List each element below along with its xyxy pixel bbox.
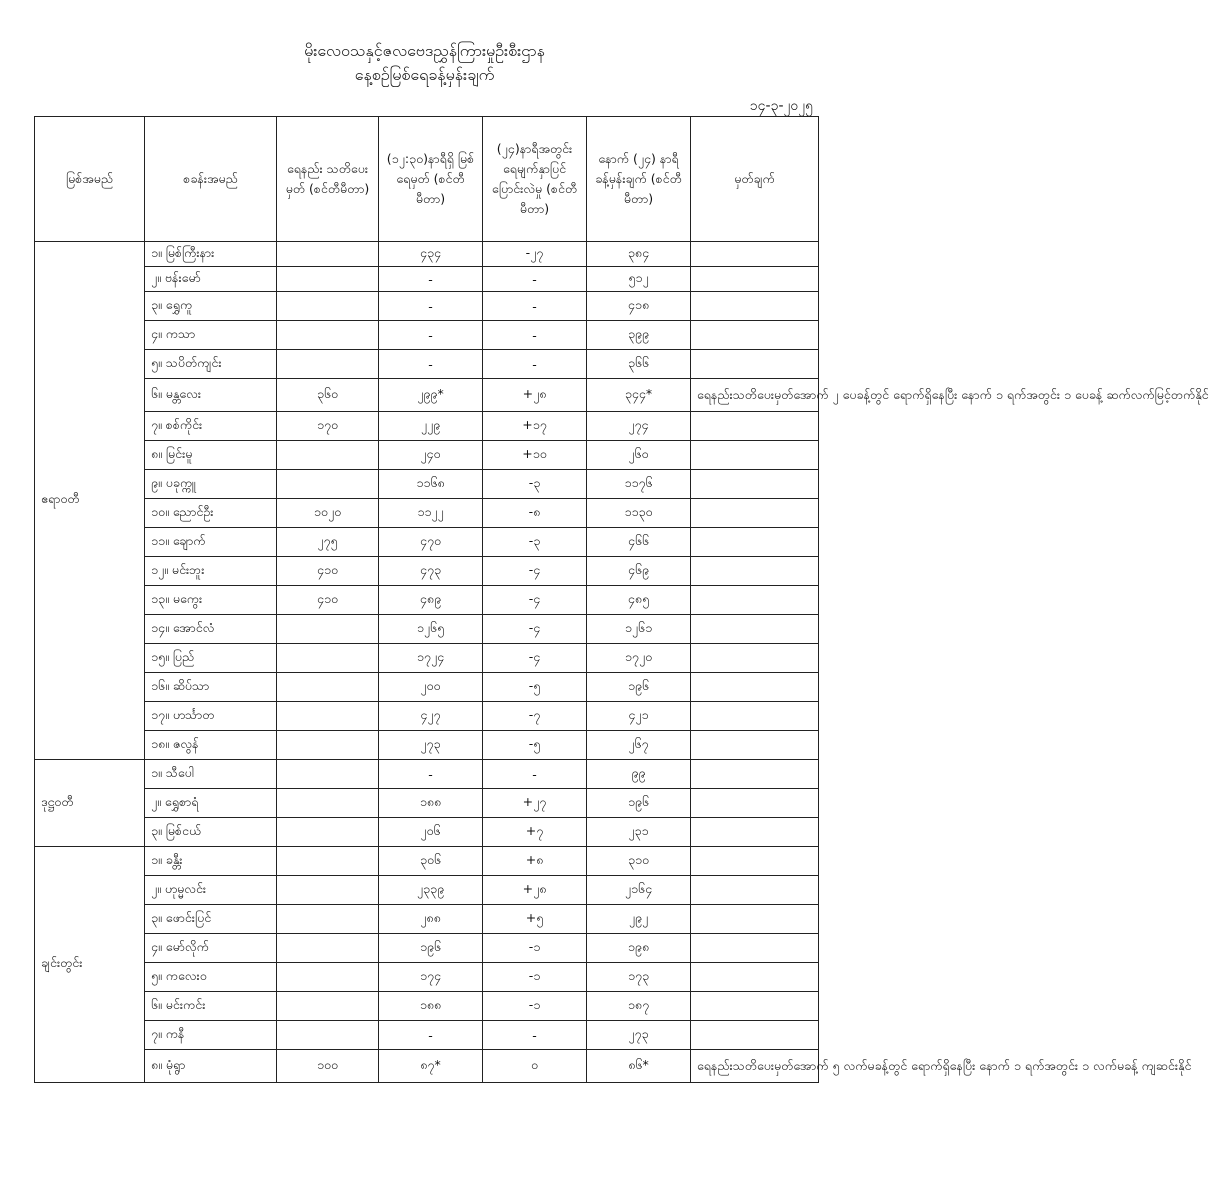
warning-level: [277, 818, 379, 847]
level-change: -၇: [483, 702, 587, 731]
forecast-level: ၄၆၉: [587, 557, 691, 586]
current-level: ၁၁၆၈: [379, 470, 483, 499]
warning-level: [277, 847, 379, 876]
level-change: -၄: [483, 557, 587, 586]
river-name: ဒုဋ္ဌဝတီ: [35, 760, 145, 847]
current-level: ၂၀၀: [379, 673, 483, 702]
level-change: +၁၀: [483, 441, 587, 470]
warning-level: [277, 470, 379, 499]
level-change: -: [483, 760, 587, 789]
col-header-river: မြစ်အမည်: [35, 117, 145, 242]
remark: [691, 934, 819, 963]
current-level: -: [379, 1021, 483, 1050]
current-level: ၂၇၃: [379, 731, 483, 760]
table-row: [35, 992, 819, 1021]
current-level: ၁၇၂၄: [379, 644, 483, 673]
remark: [691, 644, 819, 673]
table-row: [35, 350, 819, 379]
remark: [691, 818, 819, 847]
current-level: ၁၁၂၂: [379, 499, 483, 528]
warning-level: [277, 321, 379, 350]
level-change: -၈: [483, 499, 587, 528]
page-title: မိုးလေဝသနှင့်ဇလဗေဒညွှန်ကြားမှုဦးစီးဌာန: [304, 41, 545, 60]
current-level: ၄၇၀: [379, 528, 483, 557]
forecast-level: ၁၁၃၀: [587, 499, 691, 528]
current-level: ၂၃၃၉: [379, 876, 483, 905]
warning-level: [277, 1021, 379, 1050]
station-name: ၈။ မုံရွာ: [145, 1050, 277, 1083]
station-name: ၇။ ကနီ: [145, 1021, 277, 1050]
table-row: [35, 673, 819, 702]
forecast-level: ၃၉၉: [587, 321, 691, 350]
table-row: [35, 412, 819, 441]
current-level: ၁၈၈: [379, 992, 483, 1021]
level-change: +၅: [483, 905, 587, 934]
warning-level: [277, 441, 379, 470]
remark: [691, 557, 819, 586]
station-name: ၆။ မန္တလေး: [145, 379, 277, 412]
table-row: [35, 586, 819, 615]
remark: [691, 876, 819, 905]
current-level: ၂၄၀: [379, 441, 483, 470]
current-level: ၈၇*: [379, 1050, 483, 1083]
station-name: ၃။ မြစ်ငယ်: [145, 818, 277, 847]
station-name: ၃။ ဖောင်းပြင်: [145, 905, 277, 934]
warning-level: [277, 905, 379, 934]
remark: [691, 528, 819, 557]
current-level: -: [379, 350, 483, 379]
col-header-warning-level: ရေနည်း သတိပေးမှတ် (စင်တီမီတာ): [277, 117, 379, 242]
table-row: [35, 615, 819, 644]
forecast-level: ၁၂၆၁: [587, 615, 691, 644]
warning-level: [277, 876, 379, 905]
table-row: [35, 242, 819, 267]
table-row: [35, 292, 819, 321]
forecast-level: ၉၉: [587, 760, 691, 789]
remark: [691, 242, 819, 267]
level-change: -: [483, 267, 587, 292]
remark: [691, 992, 819, 1021]
remark: [691, 789, 819, 818]
warning-level: [277, 350, 379, 379]
station-name: ၁။ သီပေါ: [145, 760, 277, 789]
station-name: ၁၄။ အောင်လံ: [145, 615, 277, 644]
current-level: ၄၇၃: [379, 557, 483, 586]
forecast-level: ၄၈၅: [587, 586, 691, 615]
station-name: ၉။ ပခုက္ကူ: [145, 470, 277, 499]
forecast-level: ၂၃၁: [587, 818, 691, 847]
station-name: ၁၇။ ဟင်္သာတ: [145, 702, 277, 731]
warning-level: [277, 760, 379, 789]
station-name: ၅။ သပိတ်ကျင်း: [145, 350, 277, 379]
station-name: ၂။ ဟုမ္မလင်း: [145, 876, 277, 905]
river-name: ဧရာဝတီ: [35, 242, 145, 760]
current-level: ၁၉၆: [379, 934, 483, 963]
station-name: ၇။ စစ်ကိုင်း: [145, 412, 277, 441]
forecast-level: ၃၈၄: [587, 242, 691, 267]
station-name: ၅။ ကလေးဝ: [145, 963, 277, 992]
table-row: [35, 818, 819, 847]
station-name: ၁၈။ ဇလွန်: [145, 731, 277, 760]
table-header-row: [35, 117, 819, 242]
forecast-level: ၁၉၆: [587, 789, 691, 818]
table-row: [35, 1021, 819, 1050]
level-change: ၀: [483, 1050, 587, 1083]
station-name: ၁၅။ ပြည်: [145, 644, 277, 673]
remark: [691, 267, 819, 292]
level-change: -၅: [483, 673, 587, 702]
level-change: -: [483, 1021, 587, 1050]
level-change: -၂၇: [483, 242, 587, 267]
forecast-level: ၃၁၀: [587, 847, 691, 876]
warning-level: [277, 615, 379, 644]
current-level: -: [379, 760, 483, 789]
forecast-level: ၈၆*: [587, 1050, 691, 1083]
station-name: ၈။ မြင်းမူ: [145, 441, 277, 470]
table-row: [35, 379, 819, 412]
remark: [691, 499, 819, 528]
station-name: ၃။ ရွှေကူ: [145, 292, 277, 321]
warning-level: [277, 731, 379, 760]
forecast-level: ၄၂၁: [587, 702, 691, 731]
forecast-level: ၁၁၇၆: [587, 470, 691, 499]
table-row: [35, 499, 819, 528]
remark: [691, 702, 819, 731]
level-change: -: [483, 292, 587, 321]
warning-level: [277, 702, 379, 731]
forecast-level: ၂၆၀: [587, 441, 691, 470]
forecast-level: ၄၆၆: [587, 528, 691, 557]
station-name: ၁၂။ မင်းဘူး: [145, 557, 277, 586]
warning-level: ၃၆၀: [277, 379, 379, 412]
warning-level: ၄၁၀: [277, 586, 379, 615]
forecast-level: ၁၉၈: [587, 934, 691, 963]
remark: [691, 615, 819, 644]
station-name: ၂။ ရွှေစာရံ: [145, 789, 277, 818]
forecast-level: ၁၇၂၀: [587, 644, 691, 673]
warning-level: [277, 292, 379, 321]
table-row: [35, 731, 819, 760]
page-subtitle: နေ့စဉ်မြစ်ရေခန့်မှန်းချက်: [354, 65, 495, 84]
level-change: -၁: [483, 992, 587, 1021]
station-name: ၂။ ဗန်းမော်: [145, 267, 277, 292]
table-row: [35, 267, 819, 292]
remark: ရေနည်းသတိပေးမှတ်အောက် ၅ လက်မခန့်တွင် ရောက်ရှိနေပြီး နောက် ၁ ရက်အတွင်း ၁ လက်မခန့် ကျဆင်းနိုင်: [691, 1050, 819, 1083]
level-change: -၁: [483, 963, 587, 992]
level-change: -၅: [483, 731, 587, 760]
col-header-change: (၂၄)နာရီအတွင်း ရေမျက်နှာပြင် ပြောင်းလဲမှု (စင်တီမီတာ): [483, 117, 587, 242]
level-change: +၂၇: [483, 789, 587, 818]
col-header-remarks: မှတ်ချက်: [691, 117, 819, 242]
table-row: [35, 557, 819, 586]
warning-level: ၂၇၅: [277, 528, 379, 557]
table-row: [35, 847, 819, 876]
level-change: +၂၈: [483, 876, 587, 905]
remark: [691, 412, 819, 441]
remark: [691, 441, 819, 470]
warning-level: [277, 934, 379, 963]
current-level: ၄၂၇: [379, 702, 483, 731]
station-name: ၆။ မင်းကင်း: [145, 992, 277, 1021]
current-level: ၂၈၈: [379, 905, 483, 934]
current-level: ၁၂၆၅: [379, 615, 483, 644]
current-level: -: [379, 267, 483, 292]
current-level: ၁၇၄: [379, 963, 483, 992]
warning-level: [277, 644, 379, 673]
col-header-station: စခန်းအမည်: [145, 117, 277, 242]
table-row: [35, 1050, 819, 1083]
table-row: [35, 528, 819, 557]
level-change: -၁: [483, 934, 587, 963]
warning-level: [277, 267, 379, 292]
remark: [691, 847, 819, 876]
station-name: ၁၃။ မကွေး: [145, 586, 277, 615]
current-level: ၁၈၈: [379, 789, 483, 818]
river-name: ချင်းတွင်း: [35, 847, 145, 1083]
remark: [691, 470, 819, 499]
warning-level: ၁၀၀: [277, 1050, 379, 1083]
current-level: ၄၈၉: [379, 586, 483, 615]
table-row: [35, 702, 819, 731]
forecast-level: ၁၈၇: [587, 992, 691, 1021]
table-row: [35, 934, 819, 963]
current-level: -: [379, 292, 483, 321]
forecast-level: ၁၉၆: [587, 673, 691, 702]
table-row: [35, 876, 819, 905]
remark: [691, 321, 819, 350]
level-change: -: [483, 350, 587, 379]
remark: ရေနည်းသတိပေးမှတ်အောက် ၂ ပေခန့်တွင် ရောက်ရှိနေပြီး နောက် ၁ ရက်အတွင်း ၁ ပေခန့် ဆက်လက်မြင့်တက်နိုင်: [691, 379, 819, 412]
warning-level: ၄၁၀: [277, 557, 379, 586]
current-level: ၂၂၉: [379, 412, 483, 441]
station-name: ၁၀။ ညောင်ဦး: [145, 499, 277, 528]
level-change: -၃: [483, 470, 587, 499]
station-name: ၄။ ကသာ: [145, 321, 277, 350]
col-header-forecast: နောက် (၂၄) နာရီ ခန့်မှန်းချက် (စင်တီမီတာ): [587, 117, 691, 242]
forecast-level: ၃၆၆: [587, 350, 691, 379]
station-name: ၁။ မြစ်ကြီးနား: [145, 242, 277, 267]
warning-level: ၁၀၂၀: [277, 499, 379, 528]
forecast-level: ၅၁၂: [587, 267, 691, 292]
forecast-level: ၁၇၃: [587, 963, 691, 992]
current-level: ၄၃၄: [379, 242, 483, 267]
forecast-level: ၂၁၆၄: [587, 876, 691, 905]
current-level: ၂၉၉*: [379, 379, 483, 412]
station-name: ၄။ မော်လိုက်: [145, 934, 277, 963]
remark: [691, 350, 819, 379]
table-row: [35, 963, 819, 992]
table-row: [35, 470, 819, 499]
forecast-level: ၃၄၄*: [587, 379, 691, 412]
level-change: -၄: [483, 644, 587, 673]
station-name: ၁၁။ ချောက်: [145, 528, 277, 557]
warning-level: [277, 963, 379, 992]
forecast-level: ၂၉၂: [587, 905, 691, 934]
table-row: [35, 905, 819, 934]
remark: [691, 731, 819, 760]
remark: [691, 760, 819, 789]
remark: [691, 292, 819, 321]
col-header-current-level: (၁၂:၃၀)နာရီရှိ မြစ်ရေမှတ် (စင်တီမီတာ): [379, 117, 483, 242]
remark: [691, 963, 819, 992]
remark: [691, 1021, 819, 1050]
current-level: -: [379, 321, 483, 350]
warning-level: [277, 992, 379, 1021]
level-change: -: [483, 321, 587, 350]
station-name: ၁၆။ ဆိပ်သာ: [145, 673, 277, 702]
table-row: [35, 760, 819, 789]
forecast-level: ၄၁၈: [587, 292, 691, 321]
report-date: ၁၄-၃-၂၀၂၅: [749, 98, 813, 114]
table-row: [35, 441, 819, 470]
level-change: -၃: [483, 528, 587, 557]
forecast-level: ၂၆၇: [587, 731, 691, 760]
remark: [691, 905, 819, 934]
current-level: ၂၀၆: [379, 818, 483, 847]
level-change: +၁၇: [483, 412, 587, 441]
current-level: ၃၀၆: [379, 847, 483, 876]
remark: [691, 586, 819, 615]
level-change: +၇: [483, 818, 587, 847]
warning-level: [277, 789, 379, 818]
table-row: [35, 321, 819, 350]
remark: [691, 673, 819, 702]
level-change: +၂၈: [483, 379, 587, 412]
forecast-level: ၂၇၄: [587, 412, 691, 441]
warning-level: [277, 673, 379, 702]
level-change: -၄: [483, 586, 587, 615]
station-name: ၁။ ခန္တီး: [145, 847, 277, 876]
level-change: +၈: [483, 847, 587, 876]
river-level-table: [34, 116, 1209, 1083]
level-change: -၄: [483, 615, 587, 644]
table-row: [35, 789, 819, 818]
forecast-level: ၂၇၃: [587, 1021, 691, 1050]
table-row: [35, 644, 819, 673]
warning-level: [277, 242, 379, 267]
warning-level: ၁၇၀: [277, 412, 379, 441]
